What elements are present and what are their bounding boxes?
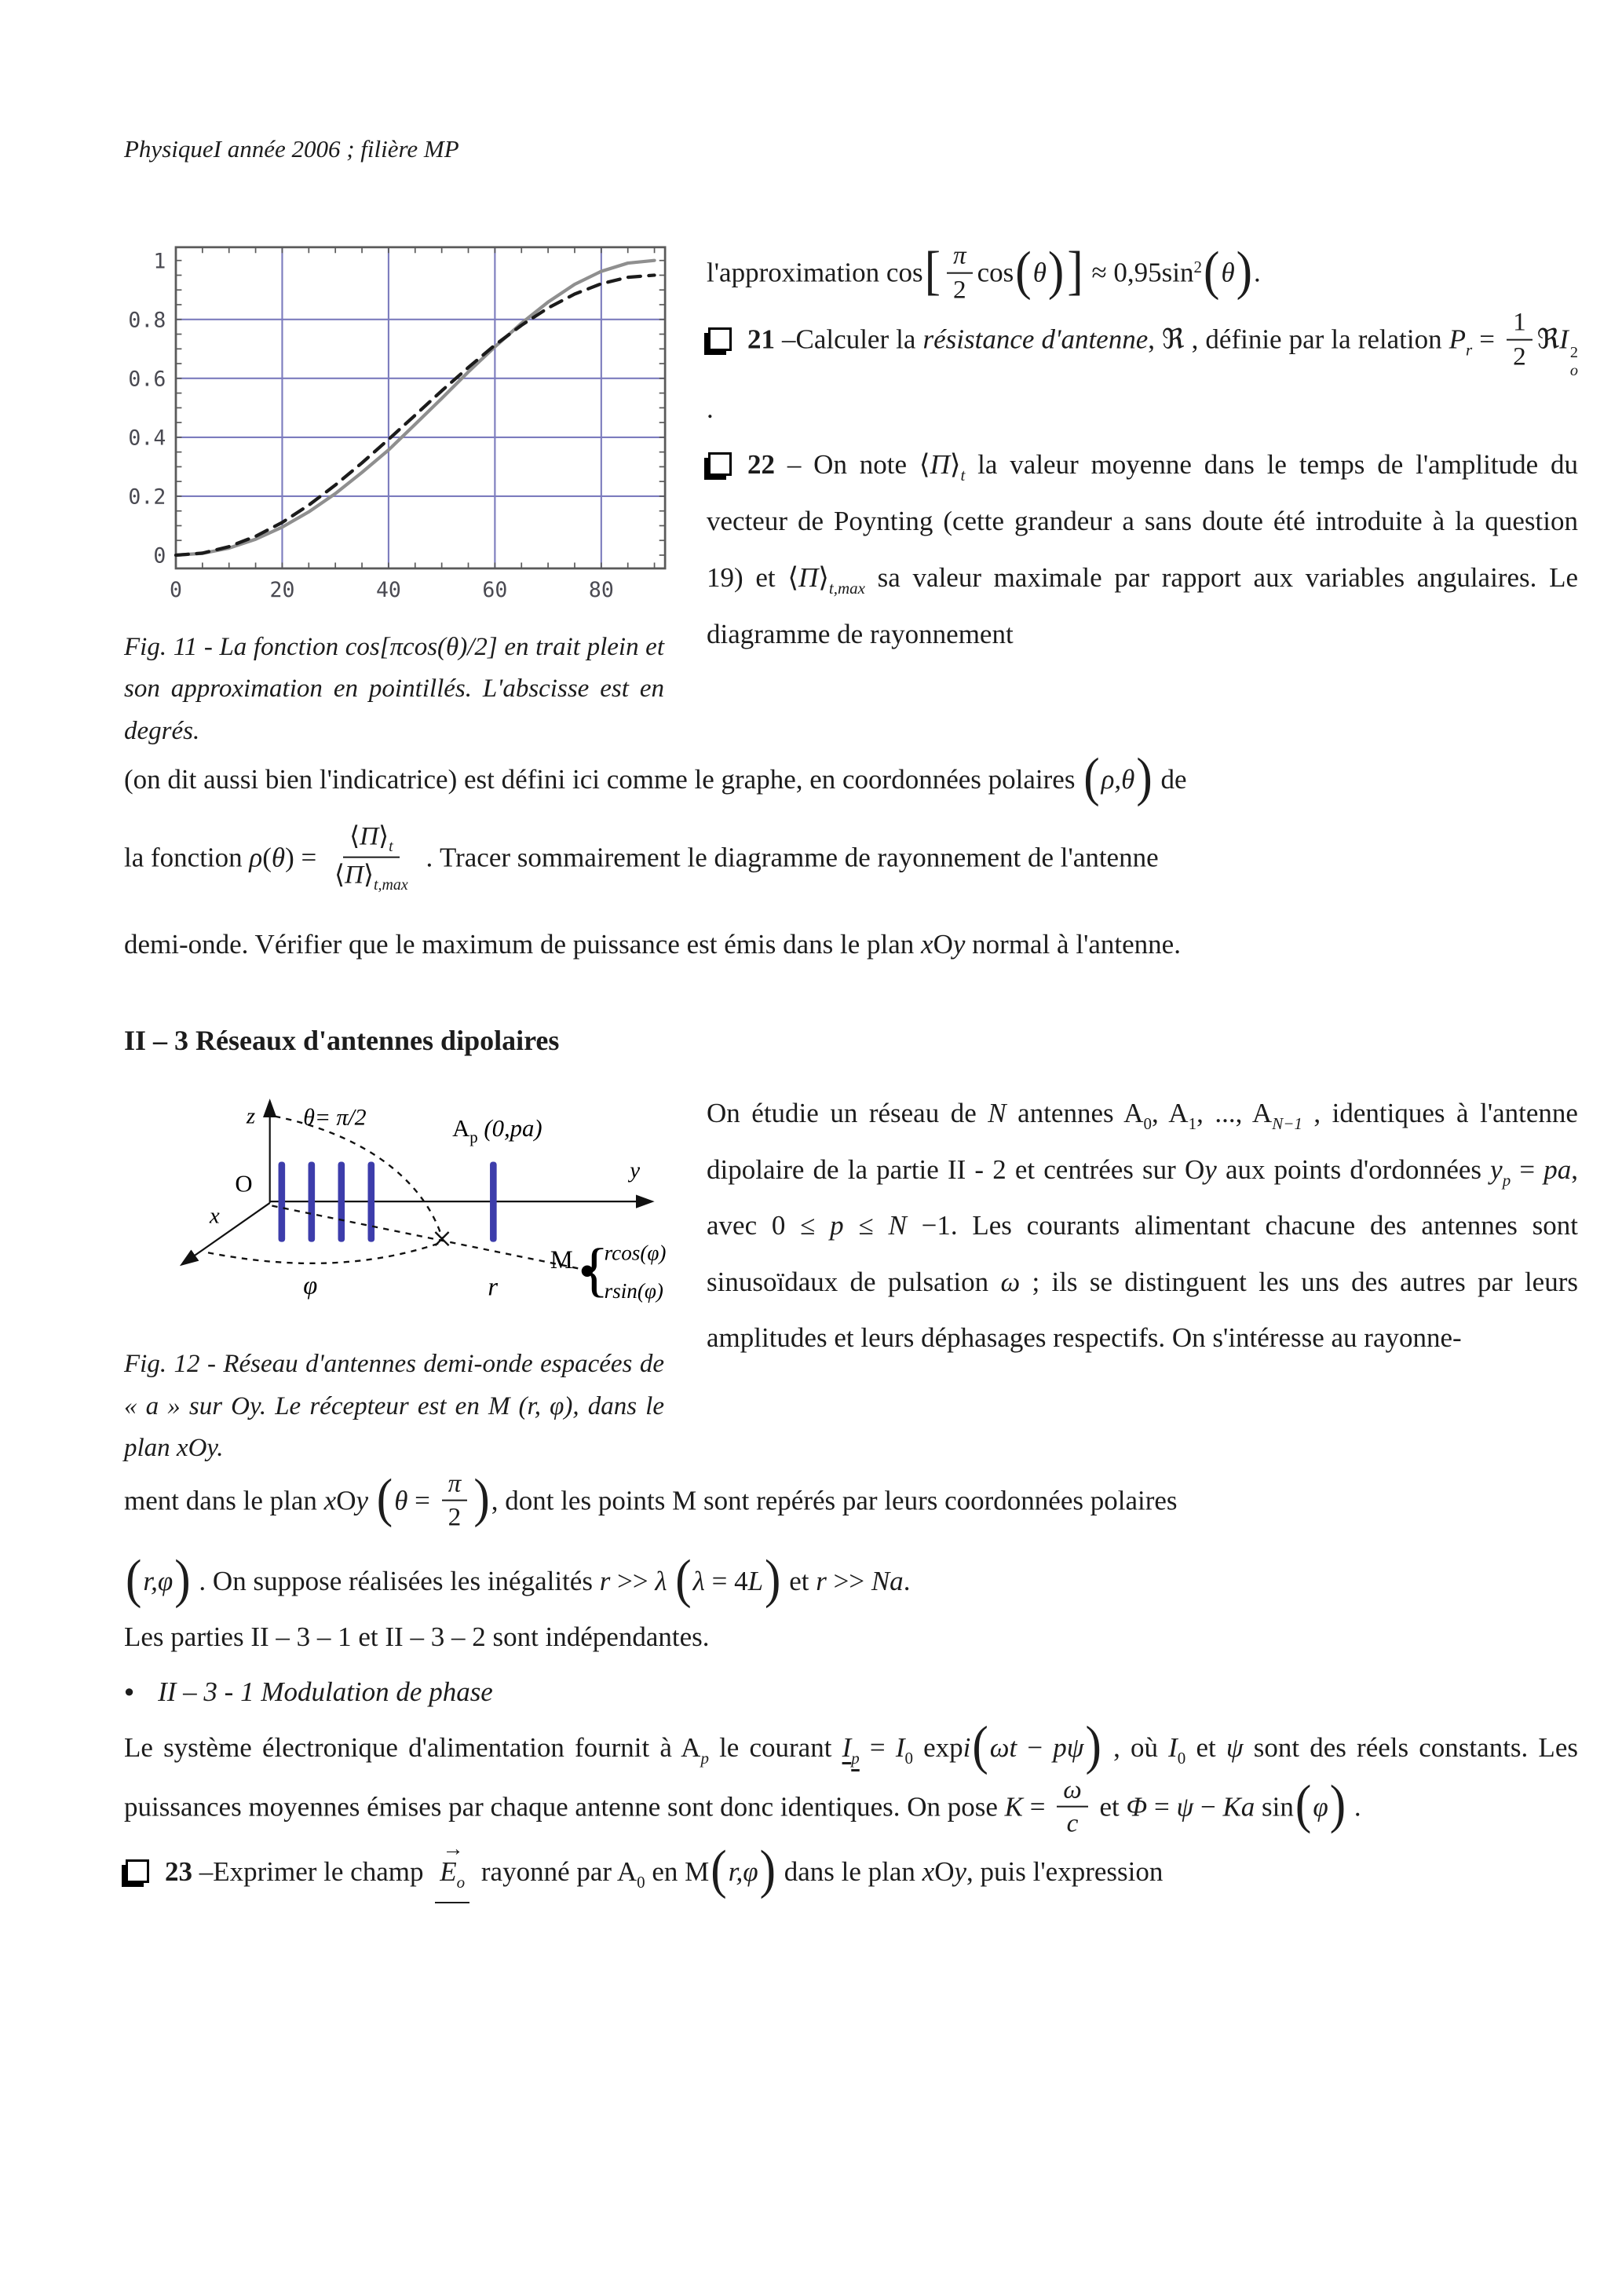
label-Ap: $A_p$ (0,pa) <box>452 1115 542 1147</box>
vector-arrow-notation: → $E_o$ <box>435 1843 469 1904</box>
row-fig12-paragraph <box>124 1084 1578 1469</box>
question-23: 23 –Exprimer le champ → $E_o$ rayonné par $A_0$ en M(r,φ) dans le plan xOy, puis l'expression <box>124 1843 1578 1904</box>
paragraph-parties-independantes: Les parties II – 3 – 1 et II – 3 – 2 sont indépendantes. <box>124 1621 710 1652</box>
label-origin: O <box>235 1170 253 1197</box>
label-rsin: rsin(φ) <box>604 1279 663 1303</box>
paragraph-demi-onde: demi-onde. Vérifier que le maximum de puissance est émis dans le plan xOy normal à l'antenne. <box>124 928 1181 960</box>
checkbox-icon <box>708 327 732 351</box>
subsection-II-3-1: ● II – 3 - 1 Modulation de phase <box>124 1676 493 1708</box>
question-21: 21 –Calculer la résistance d'antenne, ℜ , définie par la relation $P_r$ = $\frac{1}{2}$ ℜI 2 o . <box>707 307 1578 424</box>
svg-text:80: 80 <box>588 577 614 602</box>
svg-text:1: 1 <box>153 249 166 274</box>
paragraph-rho-formula: la fonction ρ(θ) = $\frac{⟨\Pi⟩_t}{⟨\Pi⟩_{t,max}}$ . Tracer sommairement le diagramme de rayonnement de l'antenne <box>124 820 1159 894</box>
paragraph-r-phi: (r,φ) . On suppose réalisées les inégalités r >> λ (λ = 4L) et r >> Na. <box>126 1548 911 1610</box>
svg-text:0.2: 0.2 <box>128 484 166 510</box>
fig12-diagram <box>124 1084 678 1329</box>
brace-icon: { <box>579 1237 609 1303</box>
column-questions <box>707 236 1578 662</box>
svg-text:0.4: 0.4 <box>128 426 166 451</box>
question-22: 22 – On note $⟨\Pi⟩_t$ la valeur moyenne dans le temps de l'amplitude du vecteur de Poynting (cette grandeur a sans doute été introduite à la question 19) et $⟨\Pi⟩_{t,max}$ sa valeur maximale par rapport aux variables angulaires. Le diagramme de rayonnement <box>707 448 1578 650</box>
svg-text:40: 40 <box>375 577 401 602</box>
checkbox-icon <box>708 452 732 476</box>
label-theta: θ= π/2 <box>303 1104 367 1131</box>
cross-mark <box>435 1232 448 1245</box>
paragraph-ment-plan: ment dans le plan xOy (θ = $\frac{\pi}{2}$ ), dont les points M sont repérés par leurs coordonnées polaires <box>124 1468 1178 1532</box>
checkbox-icon <box>126 1859 149 1883</box>
paragraph-reseau: On étudie un réseau de N antennes $A_0$, $A_1$, ..., $A_{N-1}$ , identiques à l'antenne dipolaire de la partie II - 2 et centrées sur Oy aux points d'ordonnées $y_p$ = pa, avec 0 ≤ p ≤ N −1. Les courants alimentant chacune des antennes sont sinusoïdaux de pulsation ω ; ils se distinguent les uns des autres par leurs amplitudes et leurs déphasages respectifs. On s'intéresse au rayonne- <box>707 1098 1579 1353</box>
svg-text:0: 0 <box>170 577 182 602</box>
theta-arc-dashed <box>275 1117 442 1239</box>
label-M: M <box>550 1246 573 1275</box>
r-line-dashed <box>272 1206 584 1270</box>
paragraph-indicatrice: (on dit aussi bien l'indicatrice) est défini ici comme le graphe, en coordonnées polaires (ρ,θ) de <box>124 748 1187 808</box>
phi-arc-dashed <box>208 1243 441 1263</box>
label-phi: φ <box>303 1272 318 1301</box>
fig11-caption: Fig. 11 - La fonction cos[πcos(θ)/2] en trait plein et son approximation en pointillés. L'abscisse est en degrés. <box>124 633 664 745</box>
label-y: y <box>630 1157 641 1183</box>
label-x: x <box>209 1203 220 1229</box>
row-fig11-questions <box>124 236 1578 752</box>
paragraph-approximation: l'approximation cos[ $\frac{\pi}{2}$ $\cos(\theta)] \approx 0,95\sin^2(\theta)$. <box>707 240 1261 305</box>
column-reseau <box>707 1084 1578 1366</box>
fig11-plot <box>124 236 674 612</box>
svg-text:0.6: 0.6 <box>128 367 166 392</box>
page-header: PhysiqueI année 2006 ; filière MP <box>124 135 459 163</box>
section-heading-II-3: II – 3 Réseaux d'antennes dipolaires <box>124 1025 560 1057</box>
svg-text:0: 0 <box>153 543 166 569</box>
svg-text:0.8: 0.8 <box>128 308 166 333</box>
svg-text:60: 60 <box>482 577 508 602</box>
figure-12 <box>124 1084 678 1469</box>
label-r: r <box>488 1273 499 1302</box>
paragraph-systeme: Le système électronique d'alimentation fournit à $A_p$ le courant $I_p = I_0$ expi(ωt − pψ) , où $I_0$ et ψ sont des réels constants. Les puissances moyennes émises par chaque antenne sont donc identiques. On pose K = $\frac{\omega}{c}$ et Φ = ψ − Ka sin(φ) . <box>124 1715 1578 1838</box>
label-z: z <box>246 1104 256 1130</box>
fig12-caption: Fig. 12 - Réseau d'antennes demi-onde espacées de « a » sur Oy. Le récepteur est en M (r, φ), dans le plan xOy. <box>124 1350 664 1463</box>
figure-11 <box>124 236 678 752</box>
x-axis <box>182 1203 269 1264</box>
label-rcos: rcos(φ) <box>604 1241 667 1265</box>
svg-text:20: 20 <box>269 577 295 602</box>
